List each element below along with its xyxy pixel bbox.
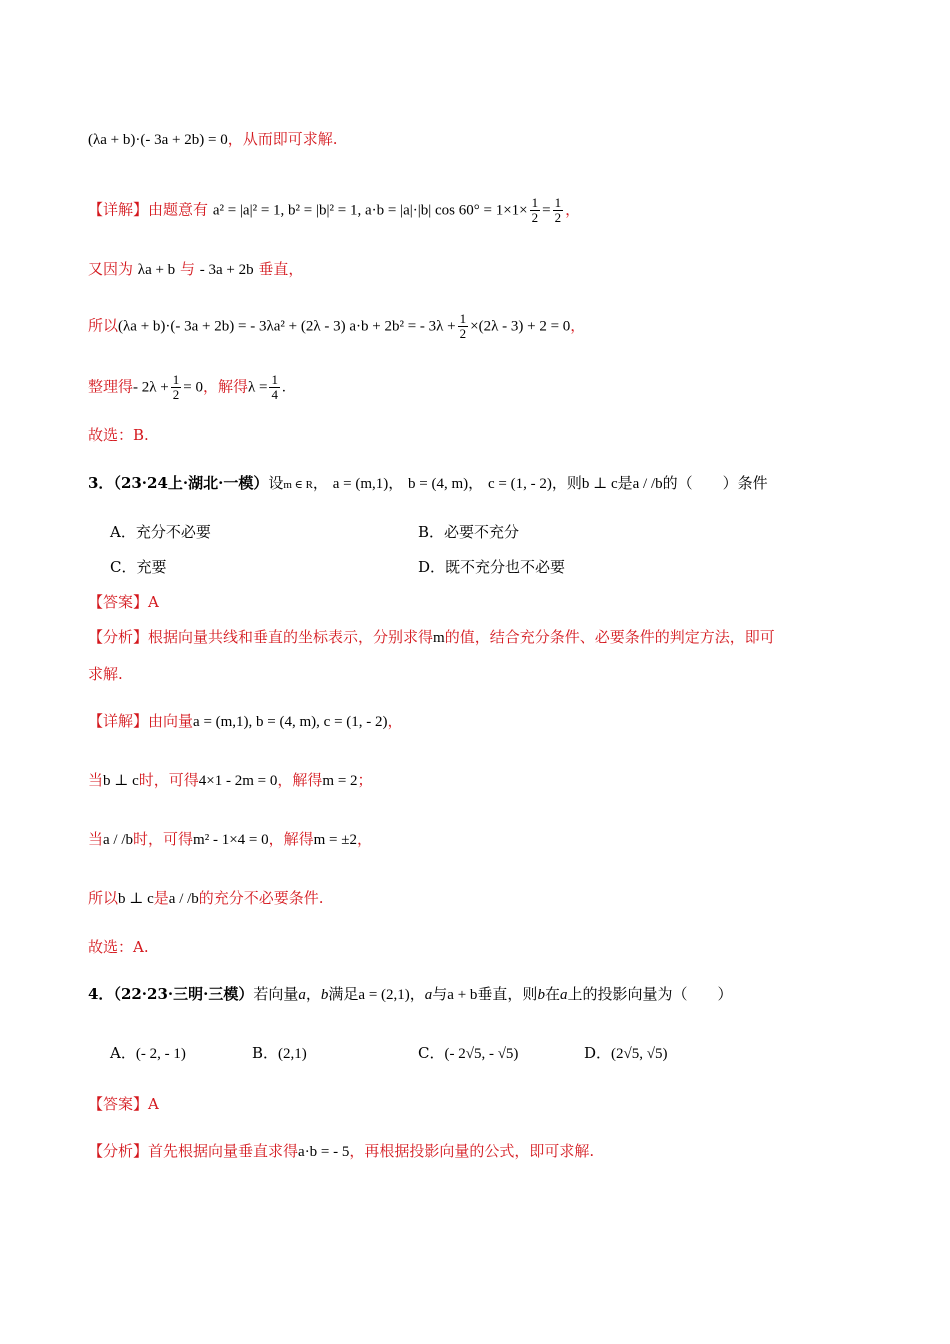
solution-line-5: 整理得- 2λ + $\frac{1}{2}$ = 0，解得λ = $\frac{1}{4}$ . — [88, 372, 286, 402]
question-source: （22·23·三明·三模） — [113, 985, 254, 1003]
fraction: $\frac{1}{2}$ — [172, 372, 180, 402]
analysis-line: 【分析】首先根据向量垂直求得a·b = - 5，再根据投影向量的公式，即可求解. — [88, 1142, 595, 1160]
option-a[interactable]: A．充分不必要 — [110, 523, 211, 541]
fraction: $\frac{1}{4}$ — [271, 372, 278, 402]
math-expression: (λa + b)·(- 3a + 2b) = - 3λa² + (2λ - 3) a·b + 2b² = - 3λ + — [118, 318, 456, 335]
math-expression: a² = |a|² = 1, b² = |b|² = 1, a·b = |a|·|b| cos 60° = 1×1× — [212, 202, 528, 219]
fraction: $\frac{1}{2}$ — [554, 195, 562, 225]
detail-line-3: 当a / /b时，可得m² - 1×4 = 0，解得m = ±2， — [88, 830, 373, 848]
text: ，从而即可求解. — [227, 130, 338, 148]
choose-line: 故选：A. — [88, 938, 149, 956]
math-expression: - 3a + 2b — [199, 262, 254, 278]
solution-line-4: 所以(λa + b)·(- 3a + 2b) = - 3λa² + (2λ - 3) a·b + 2b² = - 3λ + $\frac{1}{2}$ ×(2λ - 3) + 2 = 0， — [88, 311, 586, 341]
question-number: 3． — [88, 474, 114, 492]
option-c[interactable]: C．充要 — [110, 558, 167, 576]
fraction: $\frac{1}{2}$ — [459, 311, 467, 341]
question-3: 3．（23·24上·湖北·一模）设m ∈ R， a = (m,1)， b = (4, m)， c = (1, - 2)，则b ⊥ c是a / /b的（ ）条件 — [88, 474, 768, 492]
math-expression: λa + b — [137, 262, 176, 278]
option-a[interactable]: A．(- 2, - 1) — [110, 1044, 186, 1062]
answer-line: 【答案】A — [88, 1095, 159, 1113]
solution-line-3: 又因为 λa + b 与 - 3a + 2b 垂直， — [88, 260, 304, 278]
math-expression: (λa + b)·(- 3a + 2b) = 0 — [88, 132, 228, 148]
option-b[interactable]: B．必要不充分 — [418, 523, 520, 541]
question-number: 4． — [88, 985, 114, 1003]
detail-tag: 【详解】 — [88, 200, 149, 219]
analysis-line: 【分析】根据向量共线和垂直的坐标表示，分别求得m的值，结合充分条件、必要条件的判定方法，即可 — [88, 628, 775, 646]
text: 由题意有 — [148, 200, 209, 219]
option-b[interactable]: B．(2,1) — [252, 1044, 307, 1062]
option-d[interactable]: D．既不充分也不必要 — [418, 558, 566, 576]
option-c[interactable]: C．(- 2√5, - √5) — [418, 1044, 519, 1062]
fraction: $\frac{1}{2}$ — [531, 195, 539, 225]
analysis-line-2: 求解. — [88, 665, 123, 683]
choose-line: 故选：B. — [88, 426, 149, 444]
detail-line-4: 所以b ⊥ c是a / /b的充分不必要条件. — [88, 889, 324, 907]
detail-line-2: 当b ⊥ c时，可得4×1 - 2m = 0，解得m = 2； — [88, 771, 373, 789]
question-4: 4．（22·23·三明·三模）若向量a，b满足a = (2,1)，a与a + b垂直，则b在a上的投影向量为（ ） — [88, 985, 733, 1003]
question-source: （23·24上·湖北·一模） — [113, 474, 269, 492]
detail-line: 【详解】由题意有 a² = |a|² = 1, b² = |b|² = 1, a·b = |a|·|b| cos 60° = 1×1× $\frac{1}{2}$ = $\frac{1}{2}$ ， — [88, 195, 581, 225]
solution-line-1 — [88, 128, 862, 151]
option-d[interactable]: D．(2√5, √5) — [584, 1044, 668, 1062]
detail-line: 【详解】由向量a = (m,1), b = (4, m), c = (1, - 2)， — [88, 712, 403, 730]
answer-line: 【答案】A — [88, 593, 159, 611]
